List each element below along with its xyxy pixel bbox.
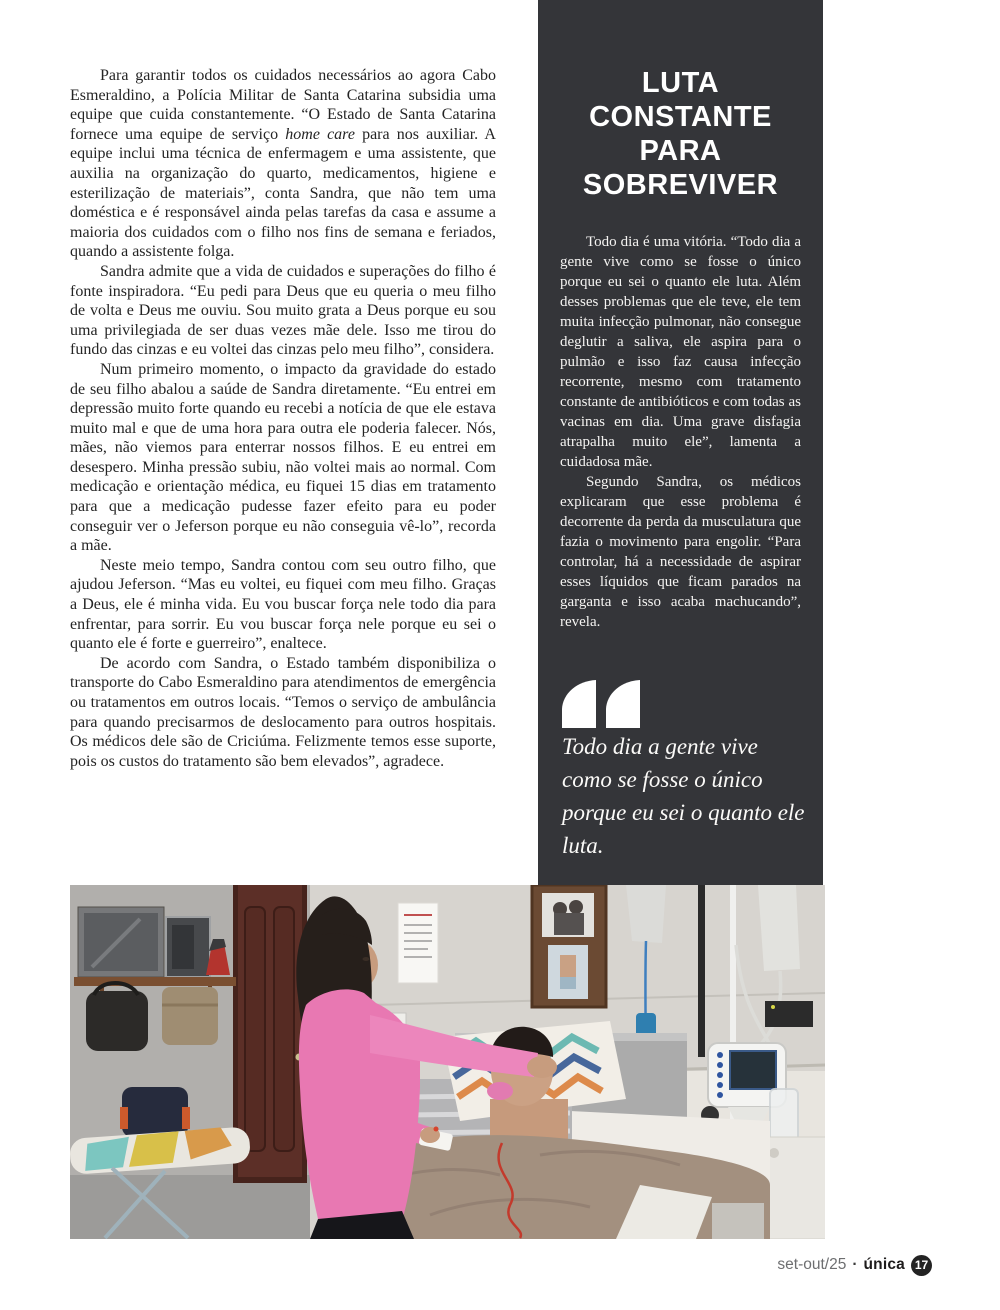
pink-mouth-dressing	[487, 1082, 513, 1100]
quote-icon	[562, 680, 642, 728]
page-footer	[777, 1254, 932, 1276]
sidebar-panel	[538, 0, 823, 885]
power-adapter	[765, 1001, 813, 1027]
sidebar-paragraph-2: Segundo Sandra, os médicos explicaram que esse problema é decorrente da perda da musculatura que fazia o movimento para engolir. “Para controlar, há a necessidade de aspirar esses líquidos que ficam parados na garganta e isso acaba machucando”, revela.	[560, 474, 801, 630]
paragraph-2: Sandra admite que a vida de cuidados e superações do filho é fonte inspiradora. “Eu pedi para Deus que eu queria o meu filho de volta e Deus me ouviu. Sou muito grata a Deus porque eu sou uma privilegiada de ser duas vezes mãe dele. Isso me tirou do fundo das cinzas e eu voltei das cinzas pelo meu filho”, considera.	[70, 262, 496, 359]
dark-bag	[86, 991, 148, 1051]
photo-illustration	[70, 885, 825, 1239]
sidebar-paragraph-1: Todo dia é uma vitória. “Todo dia a gente vive como se fosse o único porque eu sei o quanto ele luta. Além desses problemas que ele teve, ele tem muita infecção pulmonar, não consegue deglutir a saliva, ele aspira para o pulmão e isso faz causa infecção recorrente, mesmo com tratamento constante de antibióticos e com todas as vacinas em dia. Uma grave disfagia atrapalha muito ele”, lamenta a cuidadosa mãe.	[560, 234, 801, 470]
left-text-column	[70, 66, 496, 771]
footer-separator: ·	[852, 1256, 858, 1273]
paragraph-1-italic-term: home care	[285, 125, 355, 143]
pull-quote-text: Todo dia a gente vive como se fosse o único porque eu sei o quanto ele luta.	[562, 734, 805, 858]
sidebar-title-line-1: LUTA	[641, 67, 720, 99]
fluid-bag	[758, 885, 800, 971]
sidebar-body	[560, 232, 801, 632]
wall-notice-paper	[398, 903, 438, 983]
page-number-badge: 17	[911, 1255, 932, 1276]
iv-bag	[626, 885, 666, 943]
paragraph-4: Neste meio tempo, Sandra contou com seu outro filho, que ajudou Jeferson. “Mas eu voltei, eu fiquei com meu filho. Graças a Deus, ele é minha vida. Eu vou buscar força nele todo dia para enfrentar, para sorrir. Eu vou buscar força nele porque eu sei o quanto ele é forte e guerreiro”, enaltece.	[70, 556, 496, 653]
footer-magazine-name: única	[863, 1256, 905, 1273]
sidebar-title	[560, 66, 801, 202]
tan-bag	[162, 987, 218, 1045]
photo-caregiver-and-patient	[70, 885, 825, 1239]
woman-hand	[527, 1056, 557, 1078]
paragraph-1	[70, 66, 496, 262]
sidebar-title-line-4: SOBREVIVER	[582, 169, 779, 201]
sidebar-title-line-3: PARA	[639, 135, 722, 167]
paragraph-5: De acordo com Sandra, o Estado também disponibiliza o transporte do Cabo Esmeraldino para atendimentos de emergência ou tratamentos em outros locais. “Temos o serviço de ambulância para quando precisarmos de deslocamento para outros hospitais. Os médicos dele são de Criciúma. Felizmente temos esse suporte, pois os custos do tratamento são bem elevados”, agradece.	[70, 654, 496, 770]
paragraph-1-text-a: Para garantir todos os cuidados necessários ao agora Cabo Esmeraldino, a Polícia Militar de Santa Catarina subsidia uma equipe que cuida constantemente. “O Estado de Santa Catarina fornece uma equipe de serviço	[70, 67, 496, 143]
red-nail	[434, 1127, 439, 1132]
paragraph-3: Num primeiro momento, o impacto da gravidade do estado de seu filho abalou a saúde de Sandra diretamente. “Eu entrei em depressão muito forte quando eu recebi a notícia de que ele estava muito mal e que de uma hora para outra ele poderia falecer. Nós, mães, não viemos para enterrar nossos filhos. E eu entrei em desespero. Minha pressão subiu, não voltei mais ao normal. Com medicação e orientação médica, eu fiquei 15 dias em tratamento para que a medicação pudesse fazer efeito para eu poder conseguir ver o Jeferson porque eu não conseguia vê-lo”, recorda a mãe.	[70, 360, 496, 555]
shelf-board	[74, 977, 236, 986]
sidebar-title-line-2: CONSTANTE	[589, 101, 772, 133]
paragraph-1-text-b: para nos auxiliar. A equipe inclui uma técnica de enfermagem e uma assistente, que auxilia na organização do quarto, medicamentos, higiene e esterilização de materiais”, conta Sandra, que não tem uma doméstica e é responsável ainda pelas tarefas da casa e assume a maioria dos cuidados com o filho nos fins de semana e feriados, quando a assistente folga.	[70, 125, 496, 261]
photo-frames	[532, 885, 606, 1007]
footer-issue: set-out/25	[777, 1256, 847, 1273]
bag-on-board	[122, 1087, 188, 1137]
